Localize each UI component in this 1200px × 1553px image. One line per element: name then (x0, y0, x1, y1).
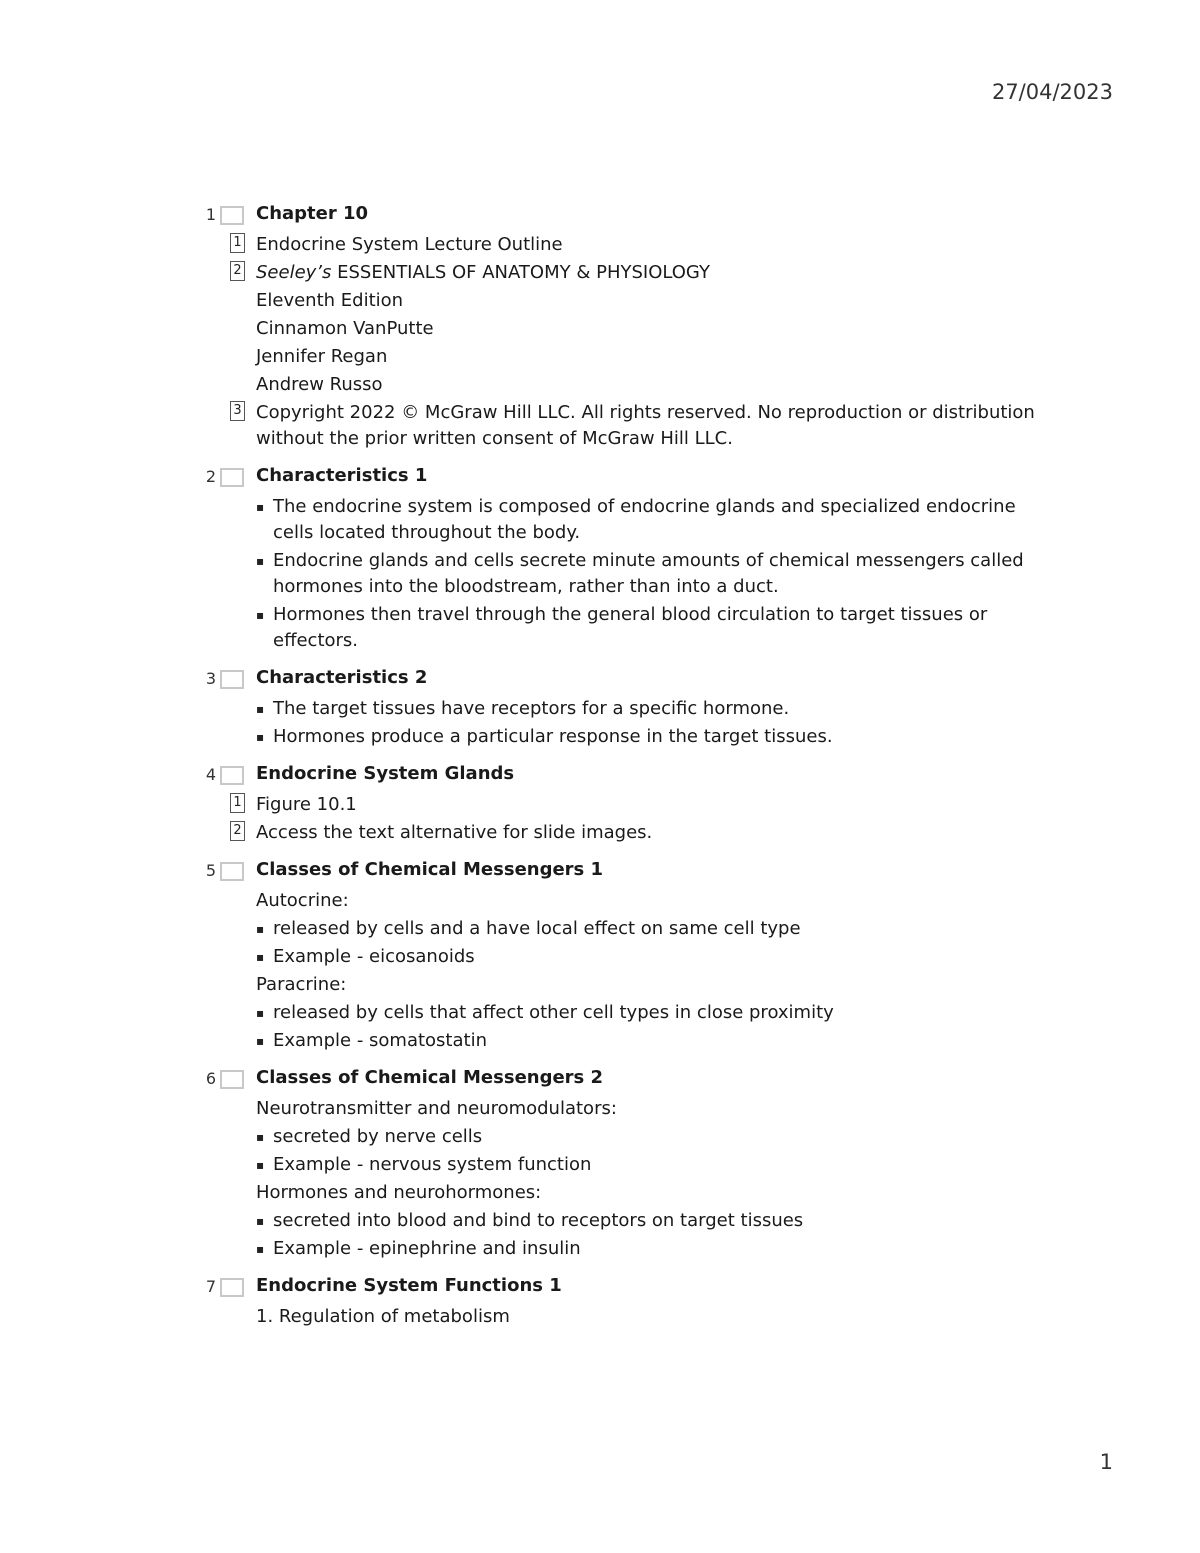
print-date: 27/04/2023 (991, 80, 1113, 104)
slide-header (200, 760, 1060, 790)
paragraph (200, 260, 1060, 286)
paragraph (200, 232, 1060, 258)
slide-thumbnail-icon (220, 670, 244, 689)
page-number: 1 (1099, 1450, 1113, 1474)
bullet-item: ▪ Example - eicosanoids (200, 944, 1060, 970)
slide-number: 1 (205, 205, 216, 224)
group-heading: Paracrine: (256, 974, 347, 995)
slide-title: Characteristics 2 (256, 667, 428, 688)
slide-number: 3 (205, 669, 216, 688)
slide-number: 6 (205, 1069, 216, 1088)
paragraph (200, 792, 1060, 818)
paragraph-line: Andrew Russo (256, 374, 383, 395)
bullet-item: ▪ Example - epinephrine and insulin (200, 1236, 1060, 1262)
group-heading: Autocrine: (256, 890, 349, 911)
bullet-item: ▪ Example - nervous system function (200, 1152, 1060, 1178)
bullet-item: ▪ secreted by nerve cells (200, 1124, 1060, 1150)
paragraph-text: Access the text alternative for slide images. (256, 822, 653, 843)
slide-title: Characteristics 1 (256, 465, 428, 486)
slide-number: 5 (205, 861, 216, 880)
outline (200, 200, 1060, 1340)
slide-thumbnail-icon (220, 468, 244, 487)
paragraph-number: 1 (230, 793, 245, 813)
group-heading: Neurotransmitter and neuromodulators: (256, 1098, 617, 1119)
bullet-item: ▪ secreted into blood and bind to receptors on target tissues (200, 1208, 1060, 1234)
bullet-item: ▪ Endocrine glands and cells secrete minute amounts of chemical messengers called hormones into the bloodstream, rather than into a duct. (200, 548, 1060, 600)
paragraph-number: 2 (230, 261, 245, 281)
slide-thumbnail-icon (220, 1278, 244, 1297)
slide-header (200, 200, 1060, 230)
slide-6 (200, 1064, 1060, 1262)
slide-number: 7 (205, 1277, 216, 1296)
slide-header (200, 856, 1060, 886)
slide-3 (200, 664, 1060, 750)
slide-header (200, 664, 1060, 694)
paragraph-number: 3 (230, 401, 245, 421)
paragraph-line: Eleventh Edition (256, 290, 404, 311)
slide-1 (200, 200, 1060, 452)
bullet-item: ▪ Hormones produce a particular response in the target tissues. (200, 724, 1060, 750)
book-title: ESSENTIALS OF ANATOMY & PHYSIOLOGY (331, 262, 710, 283)
bullet-item: ▪ The target tissues have receptors for a specific hormone. (200, 696, 1060, 722)
slide-title: Classes of Chemical Messengers 1 (256, 859, 604, 880)
slide-header (200, 462, 1060, 492)
numbered-item: 1. Regulation of metabolism (256, 1306, 510, 1327)
bullet-item: ▪ Hormones then travel through the general blood circulation to target tissues or effectors. (200, 602, 1060, 654)
slide-thumbnail-icon (220, 862, 244, 881)
slide-title: Chapter 10 (256, 203, 369, 224)
slide-header (200, 1272, 1060, 1302)
slide-header (200, 1064, 1060, 1094)
slide-5 (200, 856, 1060, 1054)
slide-title: Endocrine System Functions 1 (256, 1275, 562, 1296)
copyright-text: Copyright 2022 © McGraw Hill LLC. All rights reserved. No reproduction or distribution without the prior written consent of McGraw Hill LLC. (256, 402, 1035, 449)
paragraph-text: Figure 10.1 (256, 794, 357, 815)
paragraph-line: Jennifer Regan (256, 346, 388, 367)
slide-number: 4 (205, 765, 216, 784)
bullet-item: ▪ released by cells and a have local effect on same cell type (200, 916, 1060, 942)
slide-thumbnail-icon (220, 1070, 244, 1089)
slide-title: Endocrine System Glands (256, 763, 515, 784)
group-heading: Hormones and neurohormones: (256, 1182, 542, 1203)
paragraph-text: Endocrine System Lecture Outline (256, 234, 563, 255)
slide-7 (200, 1272, 1060, 1330)
paragraph (200, 400, 1060, 452)
paragraph-line: Cinnamon VanPutte (256, 318, 434, 339)
slide-thumbnail-icon (220, 206, 244, 225)
bullet-item: ▪ Example - somatostatin (200, 1028, 1060, 1054)
slide-title: Classes of Chemical Messengers 2 (256, 1067, 604, 1088)
paragraph (200, 820, 1060, 846)
book-title-italic: Seeley’s (256, 262, 332, 283)
paragraph-number: 2 (230, 821, 245, 841)
paragraph-number: 1 (230, 233, 245, 253)
bullet-item: ▪ The endocrine system is composed of endocrine glands and specialized endocrine cells located throughout the body. (200, 494, 1060, 546)
bullet-item: ▪ released by cells that affect other cell types in close proximity (200, 1000, 1060, 1026)
slide-number: 2 (205, 467, 216, 486)
slide-2 (200, 462, 1060, 654)
slide-thumbnail-icon (220, 766, 244, 785)
slide-4 (200, 760, 1060, 846)
